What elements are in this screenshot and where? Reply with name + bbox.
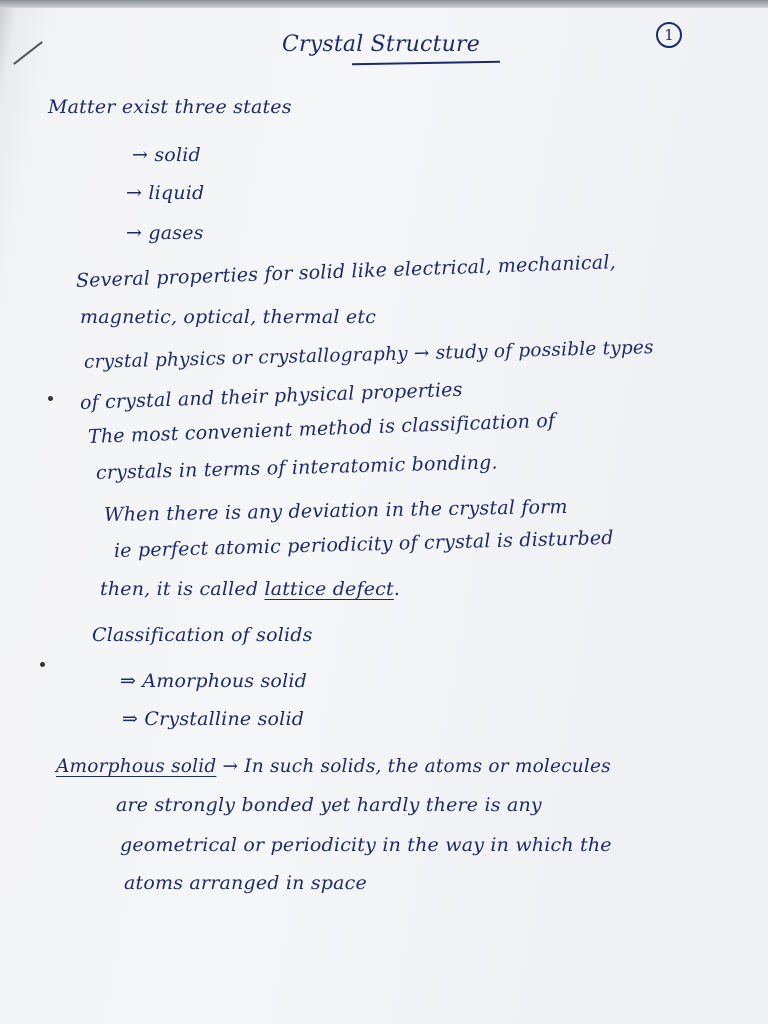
note-text: . (393, 578, 401, 600)
list-item: → solid (132, 144, 201, 166)
page-number: 1 (656, 22, 682, 48)
pen-mark (13, 41, 43, 65)
title-underline (352, 61, 500, 66)
note-line (100, 578, 400, 600)
note-line: crystal physics or crystallography → study of possible types (83, 337, 655, 373)
note-line: of crystal and their physical properties (79, 378, 463, 414)
list-item: ⇒ Crystalline solid (122, 708, 305, 730)
note-line: geometrical or periodicity in the way in which the (120, 834, 612, 856)
note-line: are strongly bonded yet hardly there is any (116, 794, 542, 816)
note-text: → In such solids, the atoms or molecules (216, 756, 611, 777)
note-line: The most convenient method is classification of (87, 409, 556, 448)
note-line (56, 756, 611, 777)
list-item: → liquid (126, 182, 205, 204)
note-line: magnetic, optical, thermal etc (80, 306, 377, 328)
list-item: ⇒ Amorphous solid (120, 670, 307, 692)
list-item: → gases (126, 222, 204, 244)
lattice-defect-term: lattice defect (264, 578, 394, 600)
margin-dot (40, 662, 45, 667)
note-line: ie perfect atomic periodicity of crystal is disturbed (113, 526, 614, 562)
note-text: then, it is called (100, 578, 265, 600)
section-heading: Classification of solids (92, 624, 313, 646)
note-line: When there is any deviation in the crystal form (103, 495, 568, 526)
note-line: Matter exist three states (48, 96, 292, 118)
note-line: atoms arranged in space (124, 872, 367, 894)
note-line: Several properties for solid like electrical, mechanical, (75, 251, 617, 292)
page-title: Crystal Structure (282, 32, 480, 57)
note-line: crystals in terms of interatomic bonding. (95, 451, 498, 484)
amorphous-solid-term: Amorphous solid (56, 756, 217, 777)
margin-dot (48, 396, 53, 401)
